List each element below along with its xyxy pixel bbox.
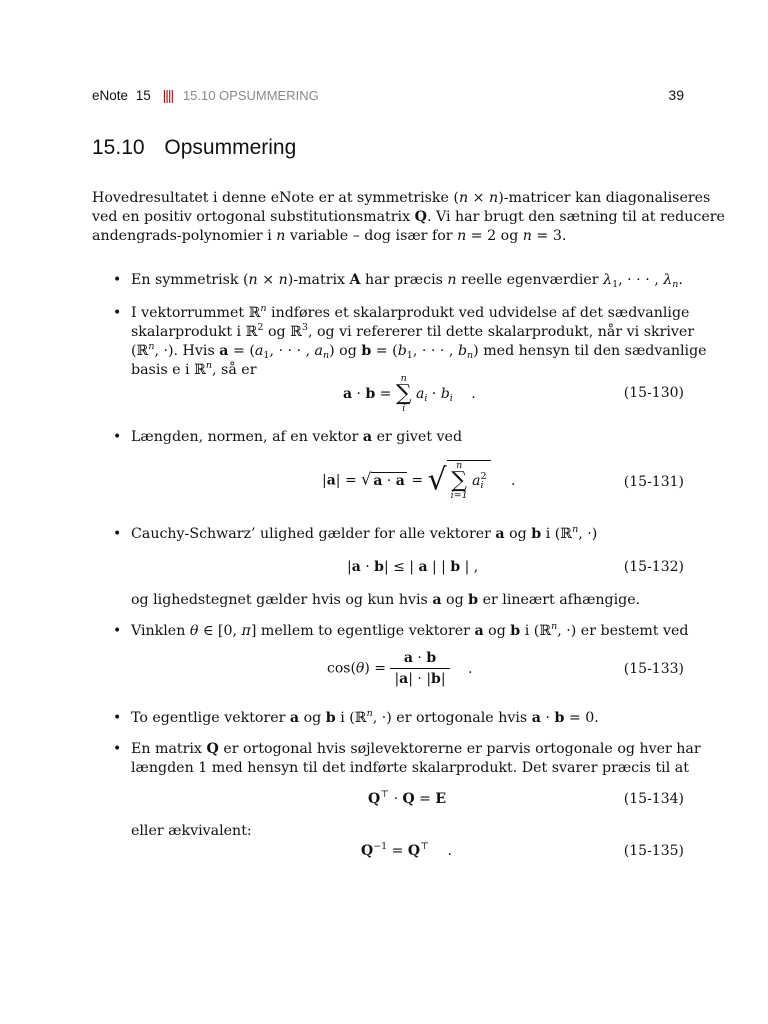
intro-paragraph [92, 189, 725, 246]
equation-number: (15-134) [623, 791, 684, 807]
bullet-marker: • [113, 272, 122, 288]
equation-number: (15-131) [623, 474, 684, 490]
bullet-marker: • [113, 429, 122, 445]
bullet-orthogonal-vectors: To egentlige vektorer a og b i (ℝ$^n$, ·) er ortogonale hvis a · b = 0. [131, 708, 599, 726]
bullet-marker: • [113, 623, 122, 639]
bullet-orthogonal-matrix: En matrix Q er ortogonal hvis søjlevektorerne er parvis ortogonale og hver har længden 1 med hensyn til det indførte skalarprodukt. Det svarer præcis til at [131, 741, 701, 776]
equation-number: (15-135) [623, 843, 684, 859]
running-header [92, 87, 319, 103]
bullet-marker: • [113, 710, 122, 726]
page-number: 39 [668, 87, 684, 103]
bullet-eigenvalues: En symmetrisk (n × n)-matrix A har præcis n reelle egenværdier $\lambda_1$, · · · , $\lambda_n$. [131, 272, 683, 290]
intro-line-2: ved en positiv ortogonal substitutionsmatrix Q. Vi har brugt den sætning til at reducere [92, 209, 725, 225]
bullet-angle: Vinklen θ ∈ [0, π] mellem to egentlige vektorer a og b i (ℝ$^n$, ·) er bestemt ved [131, 621, 689, 639]
section-title-text: Opsummering [164, 136, 297, 159]
header-enote: eNote [92, 88, 129, 103]
equation-dot-product: a · b = n ∑ i $a_i \cdot b_i$ . [343, 373, 476, 414]
bullet-cauchy-schwarz: Cauchy-Schwarz’ ulighed gælder for alle vektorer a og b i (ℝ$^n$, ·) [131, 524, 598, 542]
equation-cauchy-schwarz: |a · b| ≤ | a | | b | , [347, 559, 479, 575]
section-title [92, 136, 296, 160]
equation-inverse-transpose: $Q^{-1} = Q^⊤$ . [361, 841, 452, 859]
equation-angle: cos(θ) = $\frac{a \cdot b}{|a| \cdot |b|}$ . [327, 650, 473, 687]
equivalent-note: eller ækvivalent: [131, 823, 252, 839]
bullet-marker: • [113, 305, 122, 321]
header-chapter: 15 [135, 88, 151, 103]
equation-number: (15-132) [623, 559, 684, 575]
cauchy-schwarz-equality-note: og lighedstegnet gælder hvis og kun hvis a og b er lineært afhængige. [131, 592, 641, 608]
equation-number: (15-130) [623, 385, 684, 401]
equation-orthogonal-matrix: Q⊤ · Q = E [368, 789, 447, 807]
intro-line-3: andengrads-polynomier i n variable – dog især for n = 2 og n = 3. [92, 228, 567, 244]
section-number: 15.10 [92, 136, 145, 159]
bullet-length: Længden, normen, af en vektor a er givet ved [131, 429, 463, 445]
intro-line-1: Hovedresultatet i denne eNote er at symmetriske (n × n)-matricer kan diagonaliseres [92, 190, 711, 206]
bullet-marker: • [113, 741, 122, 757]
bullet-marker: • [113, 526, 122, 542]
bullet-scalar-product: I vektorrummet ℝ$^n$ indføres et skalarprodukt ved udvidelse af det sædvanlige skalarprodukt i ℝ$^2$ og ℝ$^3$, og vi refererer til dette skalarprodukt, når vi skriver (ℝ$^n$, ·). Hvis $a = (a_1$, · · · , $a_n$) og $b = (b_1$, · · · , $b_n$) med hensyn til den sædvanlige basis e i ℝ$^n$, så er [131, 303, 707, 378]
header-section: 15.10 OPSUMMERING [182, 88, 319, 103]
equation-number: (15-133) [623, 661, 684, 677]
header-bars: |||| [162, 87, 174, 103]
equation-norm: |a| = √ a · a = √ n ∑ i=1 a 2 i . [322, 460, 516, 501]
